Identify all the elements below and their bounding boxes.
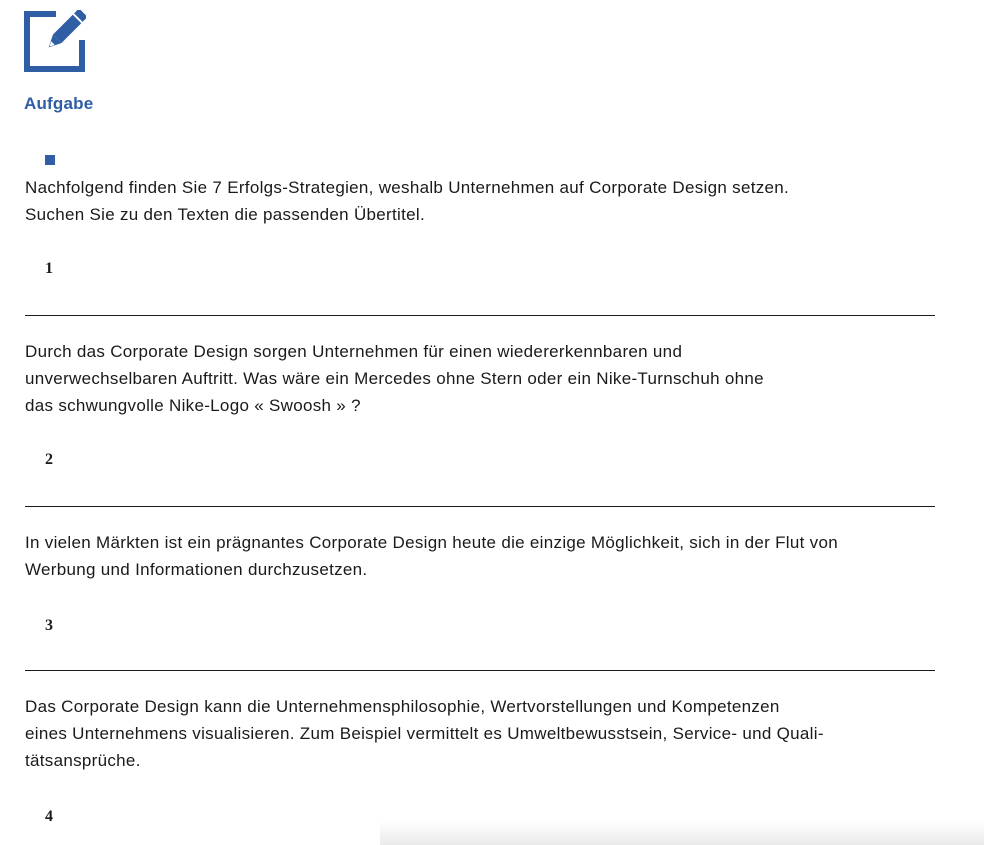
answer-line-3[interactable]	[25, 670, 935, 671]
item-number-3: 3	[45, 617, 53, 634]
bullet-marker	[45, 155, 55, 165]
item-text-1	[25, 338, 945, 419]
edit-icon	[24, 10, 86, 72]
answer-line-2[interactable]	[25, 506, 935, 507]
item-text-line: Das Corporate Design kann die Unternehmensphilosophie, Wertvorstellungen und Kompetenzen	[25, 697, 780, 716]
instructions-line: Suchen Sie zu den Texten die passenden Übertitel.	[25, 205, 425, 224]
item-number-1: 1	[45, 260, 53, 277]
instructions-text	[25, 174, 789, 228]
item-text-line: das schwungvolle Nike-Logo « Swoosh » ?	[25, 396, 361, 415]
item-number-2: 2	[45, 451, 53, 468]
page-edge-shadow	[380, 821, 984, 845]
instructions-line: Nachfolgend finden Sie 7 Erfolgs-Strategien, weshalb Unternehmen auf Corporate Design setzen.	[25, 178, 790, 197]
item-text-line: tätsansprüche.	[25, 751, 141, 770]
item-text-3	[25, 693, 945, 774]
item-text-line: unverwechselbaren Auftritt. Was wäre ein Mercedes ohne Stern oder ein Nike-Turnschuh ohne	[25, 369, 764, 388]
item-text-line: eines Unternehmens visualisieren. Zum Beispiel vermittelt es Umweltbewusstsein, Service- und Quali-	[25, 724, 824, 743]
item-text-2	[25, 529, 945, 583]
answer-line-1[interactable]	[25, 315, 935, 316]
task-label: Aufgabe	[24, 94, 94, 113]
item-number-4: 4	[45, 808, 53, 825]
item-text-line: Werbung und Informationen durchzusetzen.	[25, 560, 368, 579]
item-text-line: In vielen Märkten ist ein prägnantes Corporate Design heute die einzige Möglichkeit, sich in der Flut von	[25, 533, 838, 552]
item-text-line: Durch das Corporate Design sorgen Unternehmen für einen wiedererkennbaren und	[25, 342, 683, 361]
